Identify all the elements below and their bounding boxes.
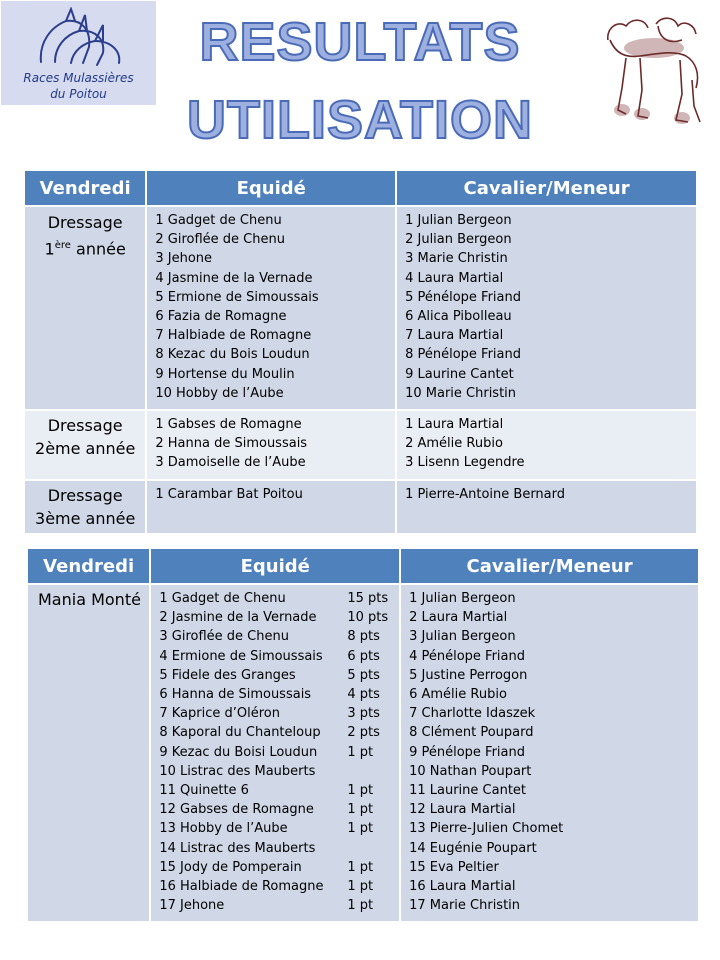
equide-name: 14 Listrac des Mauberts <box>159 840 316 856</box>
list-item <box>159 704 391 723</box>
equide-points: 1 pt <box>347 821 374 837</box>
equide-list <box>147 411 395 479</box>
list-item: 13 Pierre-Julien Chomet <box>409 821 564 837</box>
list-item: 4 Pénélope Friand <box>409 648 526 664</box>
list-item: 15 Eva Peltier <box>409 859 499 875</box>
equide-name: 4 Ermione de Simoussais <box>159 648 323 664</box>
list-item: 3 Damoiselle de l’Aube <box>155 455 306 471</box>
results-table-dressage <box>23 169 698 535</box>
list-item <box>159 781 391 800</box>
list-item: 5 Justine Perrogon <box>409 667 528 683</box>
results-table-mania-monte <box>26 547 700 923</box>
list-item <box>159 877 391 896</box>
equide-points: 4 pts <box>347 687 380 703</box>
equide-points: 1 pt <box>347 859 374 875</box>
list-item: 4 Laura Martial <box>405 270 504 286</box>
table-row <box>25 207 696 409</box>
list-item: 1 Gabses de Romagne <box>155 417 302 433</box>
equide-name: 8 Kaporal du Chanteloup <box>159 725 321 741</box>
category-cell: Mania Monté <box>28 585 149 921</box>
category-label: Dressage <box>47 416 123 436</box>
table-row <box>25 411 696 479</box>
equide-name: 16 Halbiade de Romagne <box>159 879 324 895</box>
equide-name: 6 Hanna de Simoussais <box>159 687 312 703</box>
page-title-line1: RESULTATS <box>199 12 521 72</box>
list-item <box>159 589 391 608</box>
list-item: 10 Nathan Poupart <box>409 763 532 779</box>
category-cell <box>25 481 145 533</box>
list-item: 2 Laura Martial <box>409 610 508 626</box>
list-item <box>159 896 391 915</box>
equide-list <box>147 207 395 409</box>
equide-name: 15 Jody de Pomperain <box>159 859 302 875</box>
equide-name: 1 Gadget de Chenu <box>159 591 286 606</box>
list-item: 2 Amélie Rubio <box>405 436 503 452</box>
equide-name: 12 Gabses de Romagne <box>159 802 314 818</box>
equide-points: 5 pts <box>347 667 380 683</box>
list-item <box>159 819 391 838</box>
list-item: 3 Julian Bergeon <box>409 629 516 645</box>
list-item: 14 Eugénie Poupart <box>409 840 537 856</box>
category-label: Dressage <box>47 213 123 232</box>
equide-points: 1 pt <box>347 898 374 914</box>
category-cell <box>25 411 145 479</box>
list-item: 5 Pénélope Friand <box>405 289 522 305</box>
equide-points: 1 pt <box>347 744 374 760</box>
donkey-heads-logo-icon <box>31 7 126 69</box>
list-item: 4 Jasmine de la Vernade <box>155 270 313 286</box>
list-item <box>159 743 391 762</box>
equide-name: 7 Kaprice d’Oléron <box>159 706 280 722</box>
equide-points: 1 pt <box>347 879 374 895</box>
logo-text-line1: Races Mulassières <box>23 71 134 85</box>
equide-points: 1 pt <box>347 802 374 818</box>
equide-name: 17 Jehone <box>159 898 225 914</box>
header-equide: Equidé <box>147 171 395 205</box>
table-row <box>25 481 696 533</box>
list-item: 1 Pierre-Antoine Bernard <box>405 486 566 502</box>
list-item: 1 Laura Martial <box>405 417 504 433</box>
equide-points: 8 pts <box>347 629 380 645</box>
list-item <box>159 723 391 742</box>
list-item: 6 Alica Pibolleau <box>405 309 512 325</box>
list-item: 9 Hortense du Moulin <box>155 366 295 382</box>
equide-name: 11 Quinette 6 <box>159 783 249 799</box>
list-item: 1 Julian Bergeon <box>405 213 512 228</box>
header-cavalier: Cavalier/Meneur <box>401 549 698 583</box>
list-item: 9 Pénélope Friand <box>409 744 526 760</box>
list-item: 3 Marie Christin <box>405 251 508 267</box>
equide-points: 15 pts <box>347 591 389 606</box>
header-day: Vendredi <box>28 549 149 583</box>
category-label: Dressage <box>47 485 123 505</box>
list-item: 2 Hanna de Simoussais <box>155 436 308 452</box>
list-item <box>159 647 391 666</box>
equide-points: 1 pt <box>347 783 374 799</box>
association-logo <box>1 1 156 105</box>
list-item <box>159 608 391 627</box>
list-item: 6 Amélie Rubio <box>409 687 507 703</box>
equide-points: 2 pts <box>347 725 380 741</box>
list-item: 11 Laurine Cantet <box>409 783 527 799</box>
list-item <box>159 627 391 646</box>
list-item: 10 Marie Christin <box>405 385 517 401</box>
header-equide: Equidé <box>151 549 399 583</box>
logo-text-line2: du Poitou <box>50 87 107 101</box>
list-item: 2 Julian Bergeon <box>405 232 512 248</box>
cavalier-list <box>401 585 698 921</box>
category-year: 1ère année <box>44 239 126 259</box>
equide-name: 13 Hobby de l’Aube <box>159 821 288 837</box>
list-item: 8 Clément Poupard <box>409 725 534 741</box>
equide-list <box>151 585 399 921</box>
page-title-line2: UTILISATION <box>187 90 533 150</box>
equide-points: 6 pts <box>347 648 380 664</box>
list-item: 8 Kezac du Bois Loudun <box>155 347 310 363</box>
equide-name: 5 Fidele des Granges <box>159 667 296 683</box>
list-item: 3 Lisenn Legendre <box>405 455 525 471</box>
equide-list <box>147 481 395 533</box>
category-year: 3ème année <box>35 508 136 528</box>
list-item <box>159 800 391 819</box>
equide-points: 10 pts <box>347 610 389 626</box>
list-item: 5 Ermione de Simoussais <box>155 289 319 305</box>
list-item: 17 Marie Christin <box>409 898 521 914</box>
table-row <box>28 585 698 921</box>
list-item: 1 Julian Bergeon <box>409 591 516 606</box>
list-item <box>159 858 391 877</box>
list-item: 12 Laura Martial <box>409 802 516 818</box>
header-cavalier: Cavalier/Meneur <box>397 171 696 205</box>
list-item <box>159 762 391 781</box>
equide-name: 9 Kezac du Boisi Loudun <box>159 744 318 760</box>
list-item <box>159 666 391 685</box>
list-item <box>159 685 391 704</box>
list-item: 7 Laura Martial <box>405 328 504 344</box>
list-item: 16 Laura Martial <box>409 879 516 895</box>
equide-points: 3 pts <box>347 706 380 722</box>
list-item: 9 Laurine Cantet <box>405 366 514 382</box>
list-item: 10 Hobby de l’Aube <box>155 385 284 401</box>
equide-name: 10 Listrac des Mauberts <box>159 763 316 779</box>
list-item: 3 Jehone <box>155 251 213 267</box>
list-item: 2 Giroflée de Chenu <box>155 232 285 248</box>
list-item: 1 Carambar Bat Poitou <box>155 486 303 502</box>
list-item: 8 Pénélope Friand <box>405 347 522 363</box>
cavalier-list <box>397 481 696 533</box>
category-cell <box>25 207 145 409</box>
list-item <box>159 839 391 858</box>
cavalier-list <box>397 411 696 479</box>
cavalier-list <box>397 207 696 409</box>
equide-name: 3 Giroflée de Chenu <box>159 629 289 645</box>
list-item: 6 Fazia de Romagne <box>155 309 287 325</box>
list-item: 1 Gadget de Chenu <box>155 213 282 228</box>
header-day: Vendredi <box>25 171 145 205</box>
draft-horse-illustration-icon <box>596 10 706 130</box>
list-item: 7 Halbiade de Romagne <box>155 328 312 344</box>
equide-name: 2 Jasmine de la Vernade <box>159 610 317 626</box>
category-year: 2ème année <box>35 439 136 459</box>
list-item: 7 Charlotte Idaszek <box>409 706 536 722</box>
